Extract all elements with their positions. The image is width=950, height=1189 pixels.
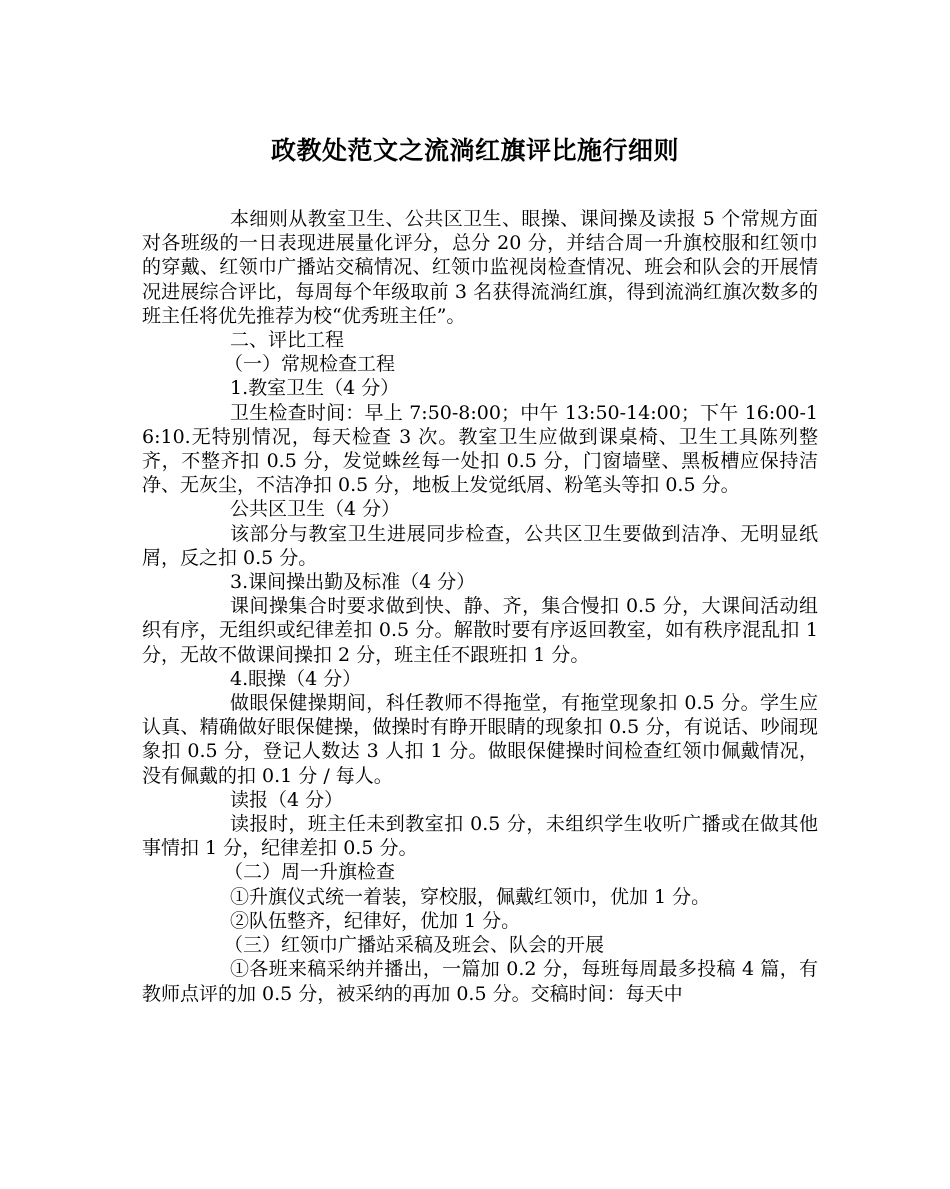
heading-public-area-hygiene: 公共区卫生（4 分） <box>230 498 401 521</box>
paragraph-exercise-attendance: 课间操集合时要求做到快、静、齐，集合慢扣 0.5 分，大课间活动组织有序，无组织或纪律差扣 0.5 分。解散时要有序返回教室，如有秩序混乱扣 1 分，无故不做课间操扣 2 分，班主任不跟班扣 1 分。 <box>142 595 818 666</box>
heading-newspaper-reading: 读报（4 分） <box>230 788 344 811</box>
item-flag-raising-uniform: ①升旗仪式统一着装，穿校服，佩戴红领巾，优加 1 分。 <box>230 885 711 908</box>
document-title: 政教处范文之流淌红旗评比施行细则 <box>270 136 679 165</box>
paragraph-eye-exercise: 做眼保健操期间，科任教师不得拖堂，有拖堂现象扣 0.5 分。学生应认真、精确做好眼保健操，做操时有睁开眼睛的现象扣 0.5 分，有说话、吵闹现象扣 0.5 分，登记人数达 3 人扣 1 分。做眼保健操时间检查红领巾佩戴情况，没有佩戴的扣 0.1 分 / 每人。 <box>142 692 818 787</box>
heading-routine-check: （一）常规检查工程 <box>224 353 396 376</box>
heading-section-2: 二、评比工程 <box>230 329 345 352</box>
heading-flag-raising-check: （二）周一升旗检查 <box>224 861 396 884</box>
heading-broadcast-and-meetings: （三）红领巾广播站采稿及班会、队会的开展 <box>224 934 605 957</box>
heading-classroom-hygiene: 1.教室卫生（4 分） <box>230 377 400 400</box>
heading-exercise-attendance: 3.课间操出勤及标准（4 分） <box>230 571 476 594</box>
paragraph-classroom-hygiene: 卫生检查时间：早上 7:50-8:00；中午 13:50-14:00；下午 16:00-16:10.无特别情况，每天检查 3 次。教室卫生应做到课桌椅、卫生工具陈列整齐，不整齐扣 0.5 分，发觉蛛丝每一处扣 0.5 分，门窗墙壁、黑板槽应保持洁净、无灰尘，不洁净扣 0.5 分，地板上发觉纸屑、粉笔头等扣 0.5 分。 <box>142 401 818 497</box>
item-broadcast-submissions: ①各班来稿采纳并播出，一篇加 0.2 分，每班每周最多投稿 4 篇，有教师点评的加 0.5 分，被采纳的再加 0.5 分。交稿时间：每天中 <box>142 958 818 1005</box>
paragraph-newspaper-reading: 读报时，班主任未到教室扣 0.5 分，未组织学生收听广播或在做其他事情扣 1 分，纪律差扣 0.5 分。 <box>142 813 818 860</box>
paragraph-intro: 本细则从教室卫生、公共区卫生、眼操、课间操及读报 5 个常规方面对各班级的一日表现进展量化评分，总分 20 分，并结合周一升旗校服和红领巾的穿戴、红领巾广播站交稿情况、红领巾监视岗检查情况、班会和队会的开展情况进展综合评比，每周每个年级取前 3 名获得流淌红旗，得到流淌红旗次数多的班主任将优先推荐为校“优秀班主任”。 <box>142 208 818 327</box>
item-flag-raising-discipline: ②队伍整齐，纪律好，优加 1 分。 <box>230 909 521 932</box>
document-body <box>142 207 818 1006</box>
heading-eye-exercise: 4.眼操（4 分） <box>230 667 362 690</box>
paragraph-public-area-hygiene: 该部分与教室卫生进展同步检查，公共区卫生要做到洁净、无明显纸屑，反之扣 0.5 分。 <box>142 522 818 569</box>
